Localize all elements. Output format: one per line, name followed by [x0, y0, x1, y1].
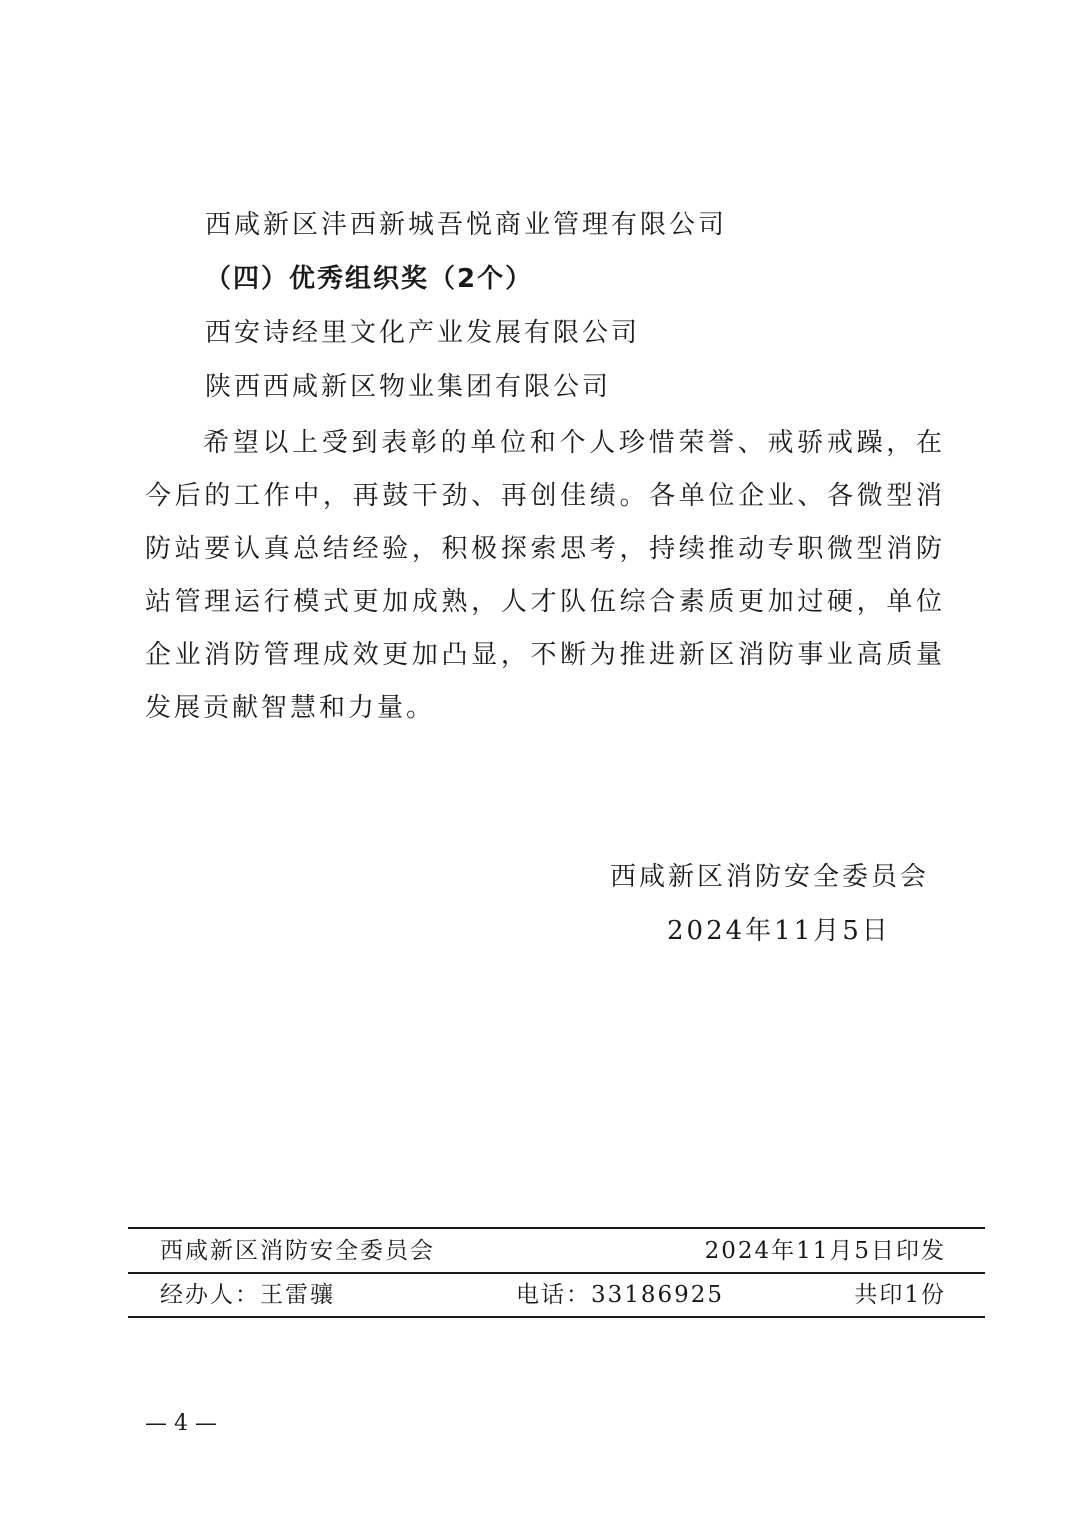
footer-issue-date: 2024年11月5日印发: [704, 1238, 946, 1264]
company-line: 西咸新区沣西新城吾悦商业管理有限公司: [205, 210, 728, 240]
footer-copies: 共印1份: [854, 1282, 946, 1308]
signature-issuer: 西咸新区消防安全委员会: [610, 862, 930, 892]
footer-top-rule: [128, 1227, 985, 1229]
award-item: 西安诗经里文化产业发展有限公司: [205, 318, 641, 348]
award-item: 陕西西咸新区物业集团有限公司: [205, 372, 612, 402]
signature-date: 2024年11月5日: [667, 916, 891, 946]
footer-handler: 经办人：王雷骧: [160, 1282, 335, 1308]
footer-middle-rule: [128, 1272, 985, 1274]
footer-phone: 电话：33186925: [516, 1282, 725, 1308]
section-heading: （四）优秀组织奖（2个）: [205, 264, 534, 294]
footer-issuer: 西咸新区消防安全委员会: [160, 1238, 435, 1264]
page-number: — 4 —: [145, 1411, 217, 1436]
body-paragraph: 希望以上受到表彰的单位和个人珍惜荣誉、戒骄戒躁，在今后的工作中，再鼓干劲、再创佳绩。各单位企业、各微型消防站要认真总结经验，积极探索思考，持续推动专职微型消防站管理运行模式更加成熟，人才队伍综合素质更加过硬，单位企业消防管理成效更加凸显，不断为推进新区消防事业高质量发展贡献智慧和力量。: [145, 428, 945, 723]
footer-bottom-rule: [128, 1316, 985, 1318]
